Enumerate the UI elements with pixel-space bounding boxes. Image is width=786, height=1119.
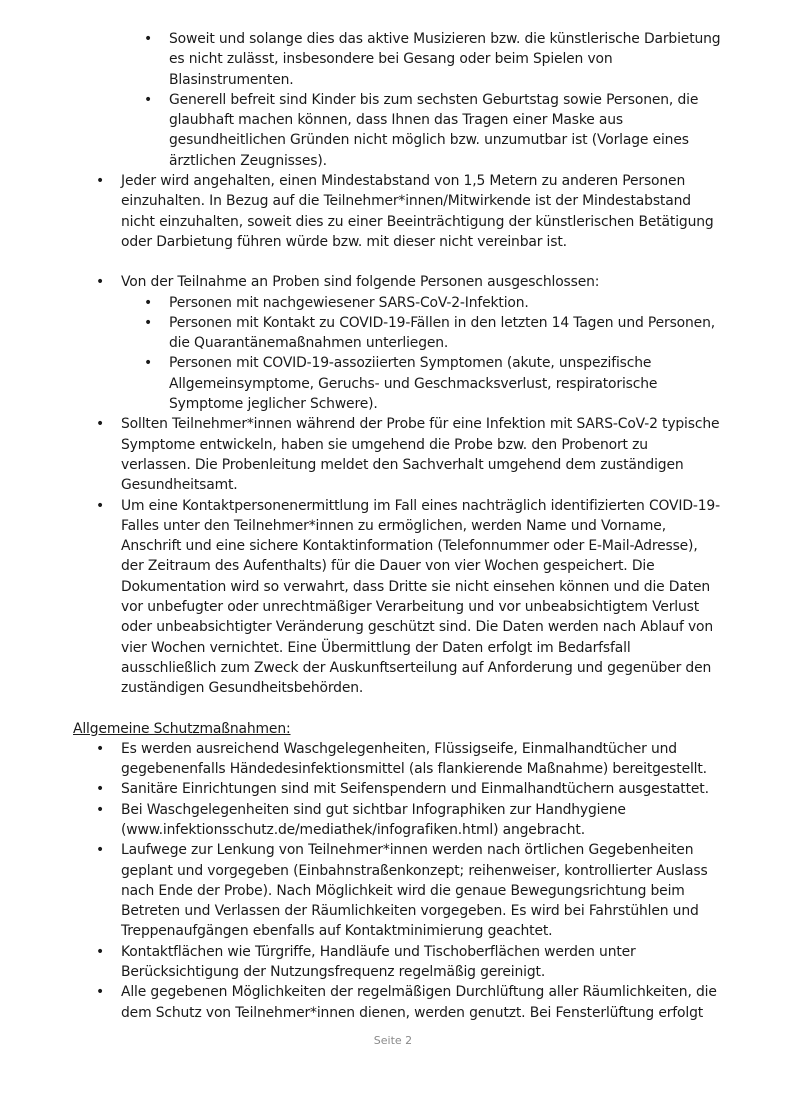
list-item	[96, 171, 721, 252]
list-item	[96, 739, 721, 780]
list-item-text: Von der Teilnahme an Proben sind folgende Personen ausgeschlossen:	[121, 274, 600, 291]
bullet: •	[96, 842, 105, 859]
list-item-text: Jeder wird angehalten, einen Mindestabstand von 1,5 Metern zu anderen Personen einzuhalten. In Bezug auf die Teilnehmer*innen/Mitwirkende ist der Mindestabstand nicht einzuhalten, soweit dies zu einer Beeinträchtigung der künstlerischen Betätigung oder Darbietung führen würde bzw. mit dieser nicht vereinbar ist.	[121, 173, 714, 250]
spacer	[0, 252, 786, 272]
bullet: •	[144, 355, 153, 372]
main-list	[0, 414, 786, 698]
list-item	[144, 313, 729, 354]
spacer	[0, 699, 786, 719]
list-item	[96, 982, 721, 1023]
bullet: •	[96, 781, 105, 798]
list-item-text: Bei Waschgelegenheiten sind gut sichtbar Infographiken zur Handhygiene (www.infektionsschutz.de/mediathek/infografiken.html) angebracht.	[121, 801, 626, 838]
section-list	[0, 739, 786, 1023]
list-item-text: Personen mit COVID-19-assoziierten Symptomen (akute, unspezifische Allgemeinsymptome, Geruchs- und Geschmacksverlust, respiratorische Symptome jeglicher Schwere).	[169, 355, 658, 413]
bullet: •	[96, 173, 105, 190]
list-item	[96, 496, 721, 699]
bullet: •	[144, 91, 153, 108]
list-item-text: Es werden ausreichend Waschgelegenheiten, Flüssigseife, Einmalhandtücher und gegebenenfalls Händedesinfektionsmittel (als flankierende Maßnahme) bereitgestellt.	[121, 740, 707, 778]
list-item	[96, 272, 721, 292]
list-item	[144, 353, 729, 414]
list-item	[96, 840, 721, 941]
bullet: •	[96, 740, 105, 757]
list-item	[96, 779, 721, 799]
bullet: •	[144, 31, 153, 47]
page-number: Seite 2	[373, 1034, 413, 1047]
list-item-text: Um eine Kontaktpersonenermittlung im Fall eines nachträglich identifizierten COVID-19-Falles unter den Teilnehmer*innen zu ermöglichen, werden Name und Vorname, Anschrift und eine sichere Kontaktinformation (Telefonnummer oder E-Mail-Adresse), der Zeitraum des Aufenthalts) für die Dauer von vier Wochen gespeichert. Die Dokumentation wird so verwahrt, dass Dritte sie nicht einsehen können und die Daten vor unbefugter oder unrechtmäßiger Verarbeitung und vor unbeabsichtigtem Verlust oder unbeabsichtigter Veränderung geschützt sind. Die Daten werden nach Ablauf von vier Wochen vernichtet. Eine Übermittlung der Daten erfolgt im Bedarfsfall ausschließlich zum Zweck der Auskunftserteilung auf Anforderung und gegenüber den zuständigen Gesundheitsbehörden.	[121, 497, 720, 697]
list-item	[96, 414, 721, 495]
list-item	[144, 90, 729, 171]
list-item-text: Sollten Teilnehmer*innen während der Probe für eine Infektion mit SARS-CoV-2 typische Symptome entwickeln, haben sie umgehend die Probe bzw. den Probenort zu verlassen. Die Probenleitung meldet den Sachverhalt umgehend dem zuständigen Gesundheitsamt.	[121, 416, 720, 494]
list-item-text: Sanitäre Einrichtungen sind mit Seifenspendern und Einmalhandtüchern ausgestattet.	[121, 781, 709, 798]
list-item-text: Alle gegebenen Möglichkeiten der regelmäßigen Durchlüftung aller Räumlichkeiten, die dem Schutz von Teilnehmer*innen dienen, werden genutzt. Bei Fensterlüftung erfolgt	[121, 984, 717, 1021]
main-list	[0, 272, 786, 292]
list-item	[144, 29, 729, 90]
bullet: •	[144, 314, 153, 331]
list-item	[144, 293, 729, 313]
bullet: •	[96, 274, 105, 291]
list-item-text: Personen mit nachgewiesener SARS-CoV-2-Infektion.	[169, 294, 529, 311]
list-item	[96, 942, 721, 983]
bullet: •	[144, 294, 153, 311]
exclusion-sub-list	[0, 293, 786, 415]
bullet: •	[96, 497, 105, 514]
list-item-text: Kontaktflächen wie Türgriffe, Handläufe und Tischoberflächen werden unter Berücksichtigung der Nutzungsfrequenz regelmäßig gereinigt.	[121, 943, 636, 981]
bullet: •	[96, 416, 105, 433]
list-item	[96, 800, 721, 841]
section-heading: Allgemeine Schutzmaßnahmen:	[73, 720, 291, 737]
list-item-text: Personen mit Kontakt zu COVID-19-Fällen in den letzten 14 Tagen und Personen, die Quarantänemaßnahmen unterliegen.	[169, 314, 715, 352]
main-list	[0, 171, 786, 252]
bullet: •	[96, 943, 105, 960]
bullet: •	[96, 801, 105, 818]
document-body	[0, 29, 786, 1023]
bullet: •	[96, 984, 105, 1001]
list-item-text: Generell befreit sind Kinder bis zum sechsten Geburtstag sowie Personen, die glaubhaft machen können, dass Ihnen das Tragen einer Maske aus gesundheitlichen Gründen nicht möglich bzw. unzumutbar ist (Vorlage eines ärztlichen Zeugnisses).	[169, 91, 699, 169]
list-item-text: Soweit und solange dies das aktive Musizieren bzw. die künstlerische Darbietung es nicht zulässt, insbesondere bei Gesang oder beim Spielen von Blasinstrumenten.	[169, 31, 721, 88]
top-sub-list	[0, 29, 786, 171]
list-item-text: Laufwege zur Lenkung von Teilnehmer*innen werden nach örtlichen Gegebenheiten geplant und vorgegeben (Einbahnstraßenkonzept; reihenweiser, kontrollierter Auslass nach Ende der Probe). Nach Möglichkeit wird die genaue Bewegungsrichtung beim Betreten und Verlassen der Räumlichkeiten vorgegeben. Es wird bei Fahrstühlen und Treppenaufgängen ebenfalls auf Kontaktminimierung geachtet.	[121, 842, 708, 940]
